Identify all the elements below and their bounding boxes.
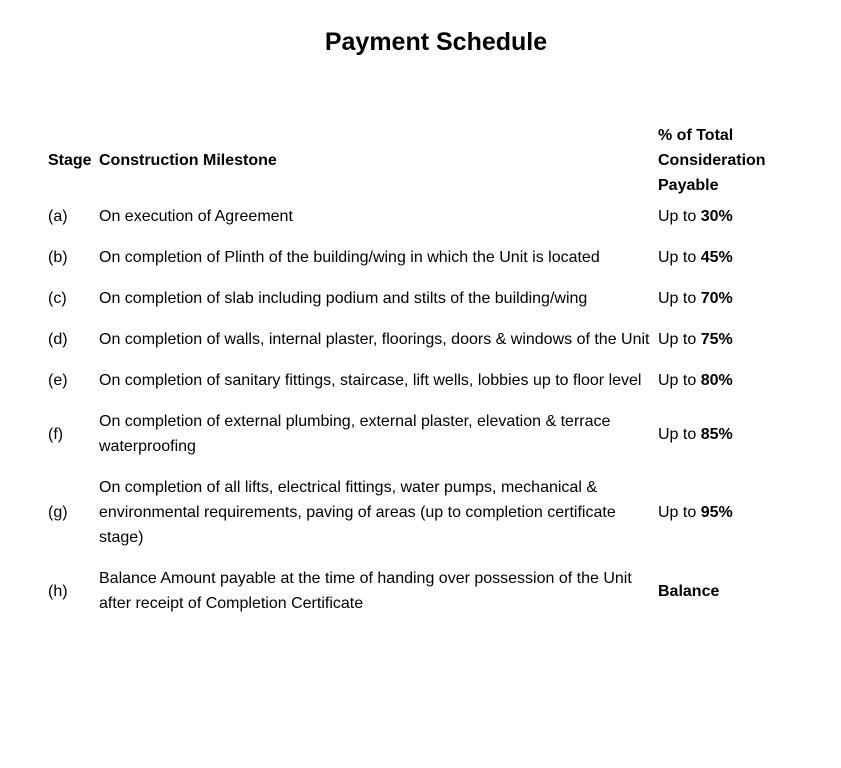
header-milestone: Construction Milestone — [99, 151, 277, 169]
header-payable-line: % of Total — [658, 126, 734, 144]
payable-cell — [658, 360, 818, 401]
payable-prefix: Up to — [658, 425, 697, 443]
payable-value: 95% — [700, 504, 733, 521]
header-payable — [658, 118, 818, 202]
stage-label: (a) — [48, 208, 68, 225]
payable-prefix: Up to — [658, 504, 697, 521]
payable-cell — [658, 558, 818, 624]
payable-value: 70% — [700, 290, 733, 307]
payable-prefix: Up to — [658, 208, 697, 225]
stage-label: (d) — [48, 331, 68, 348]
stage-label: (h) — [48, 582, 68, 600]
table-row — [48, 237, 818, 278]
page-title: Payment Schedule — [324, 28, 548, 56]
payable-value: 80% — [700, 372, 733, 389]
payable-value: 75% — [700, 331, 733, 348]
milestone-text: Balance Amount payable at the time of handing over possession of the Unit after receipt of Completion Certificate — [99, 570, 632, 612]
stage-label: (g) — [48, 504, 68, 521]
milestone-text: On completion of sanitary fittings, staircase, lift wells, lobbies up to floor level — [99, 372, 642, 389]
payable-value: 45% — [700, 249, 733, 266]
stage-label: (c) — [48, 290, 67, 307]
payable-prefix: Up to — [658, 249, 697, 266]
payable-value: Balance — [658, 582, 720, 600]
table-row — [48, 202, 818, 237]
payable-cell — [658, 467, 818, 558]
table-row — [48, 278, 818, 319]
payable-cell — [658, 278, 818, 319]
milestone-text: On completion of Plinth of the building/wing in which the Unit is located — [99, 249, 600, 266]
payable-value: 85% — [700, 425, 733, 443]
payable-prefix: Up to — [658, 372, 697, 389]
header-payable-line: Consideration — [658, 151, 766, 169]
header-payable-line: Payable — [658, 176, 719, 194]
payable-value: 30% — [700, 208, 733, 225]
milestone-text: On completion of all lifts, electrical fittings, water pumps, mechanical & environmental requirements, paving of areas (up to completion certificate stage) — [99, 479, 616, 546]
stage-label: (f) — [48, 425, 64, 443]
table-row — [48, 360, 818, 401]
payable-prefix: Up to — [658, 290, 697, 307]
table-row — [48, 467, 818, 558]
payable-cell — [658, 202, 818, 237]
stage-label: (b) — [48, 249, 68, 266]
header-stage: Stage — [48, 151, 92, 169]
milestone-text: On completion of slab including podium and stilts of the building/wing — [99, 290, 588, 307]
table-row — [48, 558, 818, 624]
table-row — [48, 319, 818, 360]
payment-schedule-table — [48, 118, 818, 624]
milestone-text: On completion of external plumbing, external plaster, elevation & terrace waterproofing — [99, 413, 611, 455]
milestone-text: On completion of walls, internal plaster, floorings, doors & windows of the Unit — [99, 331, 650, 348]
payable-prefix: Up to — [658, 331, 697, 348]
payable-cell — [658, 237, 818, 278]
table-row — [48, 401, 818, 467]
stage-label: (e) — [48, 372, 68, 389]
payable-cell — [658, 319, 818, 360]
payable-cell — [658, 401, 818, 467]
milestone-text: On execution of Agreement — [99, 208, 293, 225]
table-header-row — [48, 118, 818, 202]
